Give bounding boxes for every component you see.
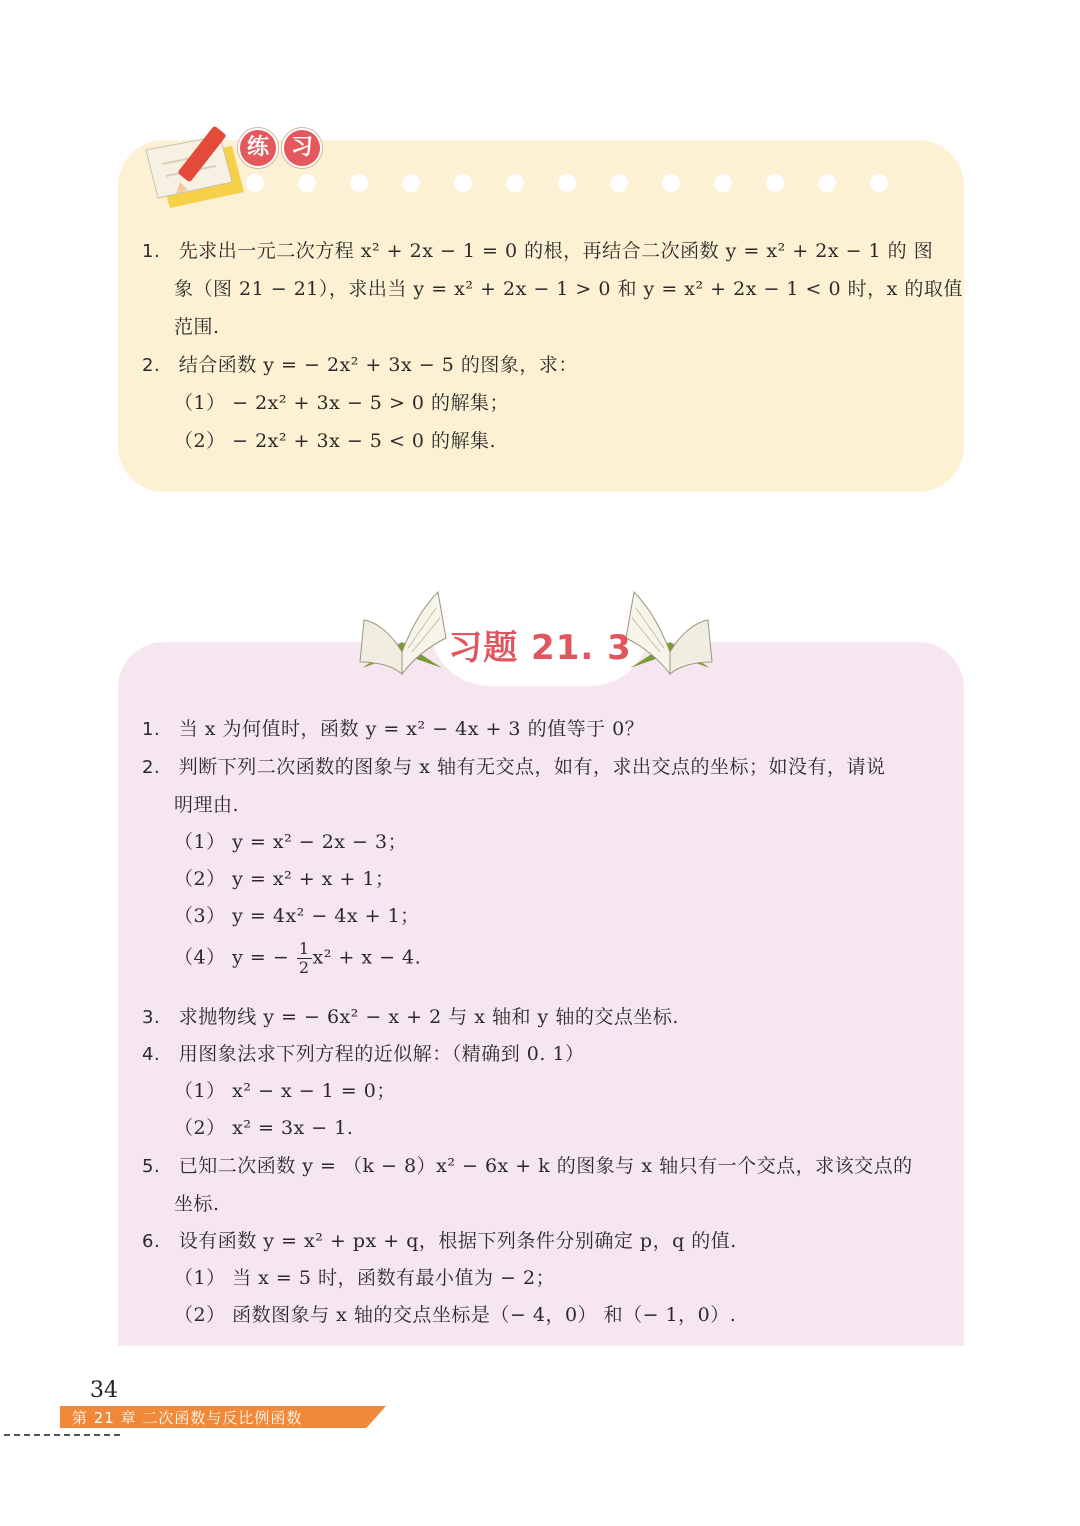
item-text: 先求出一元二次方程 x² + 2x − 1 = 0 的根，再结合二次函数 y = x² + 2x − 1 的 图	[178, 240, 934, 262]
item-number: 2.	[142, 757, 161, 778]
item-text: 用图象法求下列方程的近似解：（精确到 0. 1）	[178, 1043, 585, 1065]
exercise-line	[174, 864, 395, 891]
item-text: 坐标.	[174, 1193, 220, 1215]
dot	[610, 174, 628, 192]
exercise-line	[142, 1039, 585, 1066]
decorative-dots	[246, 174, 886, 192]
exercise-line-fraction	[174, 940, 421, 977]
dot	[298, 174, 316, 192]
item-text: （1） y = x² − 2x − 3；	[174, 831, 408, 853]
practice-line	[174, 426, 496, 453]
dot	[246, 174, 264, 192]
pencil-paper-icon	[136, 120, 248, 212]
item-text: 结合函数 y = − 2x² + 3x − 5 的图象，求：	[178, 354, 578, 376]
dashed-divider	[4, 1434, 120, 1436]
exercise-line	[174, 1263, 555, 1290]
exercise-line	[142, 1002, 679, 1029]
dot	[558, 174, 576, 192]
exercise-line	[174, 1300, 736, 1327]
exercise-line	[174, 790, 239, 817]
item-number: 1.	[142, 241, 161, 262]
item-text: 象（图 21 − 21），求出当 y = x² + 2x − 1 > 0 和 y = x² + 2x − 1 < 0 时，x 的取值	[174, 278, 963, 300]
dot	[350, 174, 368, 192]
item-number: 3.	[142, 1007, 161, 1028]
item-number: 5.	[142, 1156, 161, 1177]
item-number: 6.	[142, 1231, 161, 1252]
exercise-line	[142, 714, 644, 741]
practice-line	[142, 350, 578, 377]
exercise-title: 习题 21. 3	[448, 628, 632, 668]
exercise-line	[174, 1189, 220, 1216]
item-text: 设有函数 y = x² + px + q，根据下列条件分别确定 p，q 的值.	[178, 1230, 737, 1252]
exercise-line	[174, 1113, 353, 1140]
page-number: 34	[90, 1378, 118, 1403]
item-number: 1.	[142, 719, 161, 740]
item-text: （2） − 2x² + 3x − 5 < 0 的解集.	[174, 430, 497, 452]
practice-line	[174, 312, 220, 339]
exercise-line	[142, 1151, 913, 1178]
exercise-line	[142, 1226, 737, 1253]
item-text: （1） x² − x − 1 = 0；	[174, 1080, 396, 1102]
item-text: 已知二次函数 y = （k − 8）x² − 6x + k 的图象与 x 轴只有一个交点，求该交点的	[178, 1155, 913, 1177]
exercise-line	[174, 1076, 396, 1103]
open-book-icon	[354, 582, 450, 678]
exercise-line	[174, 901, 420, 928]
item-number: 4.	[142, 1044, 161, 1065]
item-text: （4） y = −	[174, 946, 296, 969]
fraction-numerator: 1	[298, 939, 310, 958]
item-text: （2） y = x² + x + 1；	[174, 868, 395, 890]
dot	[402, 174, 420, 192]
chapter-title: 第 21 章 二次函数与反比例函数	[72, 1409, 303, 1427]
fraction	[297, 940, 312, 977]
item-number: 2.	[142, 355, 161, 376]
dot	[818, 174, 836, 192]
practice-line	[174, 388, 509, 415]
fraction-denominator: 2	[298, 958, 310, 977]
item-text: （2） x² = 3x − 1.	[174, 1117, 354, 1139]
dot	[766, 174, 784, 192]
dot	[870, 174, 888, 192]
practice-badge-char-1: 练	[238, 128, 278, 168]
dot	[662, 174, 680, 192]
dot	[506, 174, 524, 192]
item-text: 明理由.	[174, 794, 240, 816]
practice-line	[174, 274, 963, 301]
item-text: 判断下列二次函数的图象与 x 轴有无交点，如有，求出交点的坐标；如没有，请说	[178, 756, 886, 778]
item-text: x² + x − 4.	[312, 946, 422, 969]
item-text: （1） − 2x² + 3x − 5 > 0 的解集；	[174, 392, 510, 414]
item-text: （2） 函数图象与 x 轴的交点坐标是（− 4，0） 和（− 1，0）.	[174, 1304, 737, 1326]
exercise-line	[142, 752, 886, 779]
practice-badge-char-2: 习	[282, 128, 322, 168]
item-text: （1） 当 x = 5 时，函数有最小值为 − 2；	[174, 1267, 556, 1289]
item-text: 范围.	[174, 316, 220, 338]
dot	[454, 174, 472, 192]
dot	[714, 174, 732, 192]
item-text: 当 x 为何值时，函数 y = x² − 4x + 3 的值等于 0？	[178, 718, 645, 740]
practice-line	[142, 236, 933, 263]
item-text: 求抛物线 y = − 6x² − x + 2 与 x 轴和 y 轴的交点坐标.	[178, 1006, 679, 1028]
item-text: （3） y = 4x² − 4x + 1；	[174, 905, 420, 927]
exercise-line	[174, 827, 407, 854]
